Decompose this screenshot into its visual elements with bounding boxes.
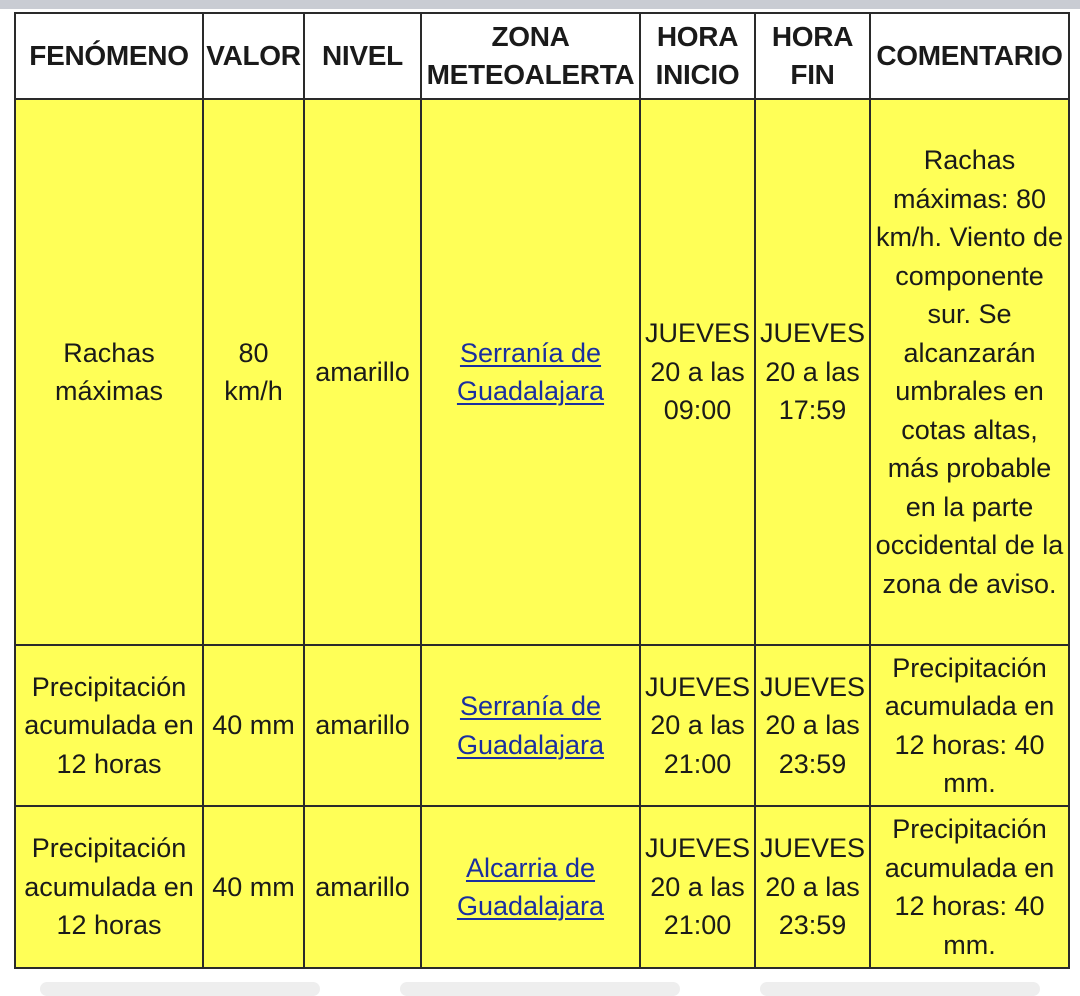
cell-hora-inicio: JUEVES 20 a las 21:00	[640, 806, 755, 968]
cell-fenomeno: Precipitación acumulada en 12 horas	[15, 645, 203, 806]
cell-fenomeno: Rachas máximas	[15, 99, 203, 645]
header-zona: ZONA METEOALERTA	[421, 13, 640, 99]
cell-comentario: Precipitación acumulada en 12 horas: 40 mm.	[870, 645, 1069, 806]
bottom-edge-shape	[400, 982, 680, 996]
zone-link[interactable]: Serranía de Guadalajara	[456, 691, 605, 760]
cell-valor: 40 mm	[203, 645, 304, 806]
cell-nivel: amarillo	[304, 99, 421, 645]
cell-nivel: amarillo	[304, 806, 421, 968]
zone-link[interactable]: Alcarria de Guadalajara	[456, 852, 605, 921]
table-row	[15, 806, 1069, 968]
table-row	[15, 99, 1069, 645]
header-hora-fin: HORA FIN	[755, 13, 870, 99]
header-fenomeno: FENÓMENO	[15, 13, 203, 99]
cell-zona	[421, 806, 640, 968]
table-row	[15, 645, 1069, 806]
cell-nivel: amarillo	[304, 645, 421, 806]
weather-alerts-table	[14, 12, 1070, 969]
bottom-edge-shape	[760, 982, 1040, 996]
cell-comentario: Rachas máximas: 80 km/h. Viento de componente sur. Se alcanzarán umbrales en cotas altas, más probable en la parte occidental de la zona de aviso.	[870, 99, 1069, 645]
header-nivel: NIVEL	[304, 13, 421, 99]
cell-zona	[421, 99, 640, 645]
cell-comentario: Precipitación acumulada en 12 horas: 40 mm.	[870, 806, 1069, 968]
header-hora-inicio: HORA INICIO	[640, 13, 755, 99]
cell-hora-fin: JUEVES 20 a las 17:59	[755, 99, 870, 645]
header-comentario: COMENTARIO	[870, 13, 1069, 99]
cell-hora-inicio: JUEVES 20 a las 09:00	[640, 99, 755, 645]
zone-link[interactable]: Serranía de Guadalajara	[456, 337, 605, 406]
table-header-row	[15, 13, 1069, 99]
bottom-edge-shape	[40, 982, 320, 996]
header-valor: VALOR	[203, 13, 304, 99]
cell-valor: 40 mm	[203, 806, 304, 968]
cell-fenomeno: Precipitación acumulada en 12 horas	[15, 806, 203, 968]
top-status-strip	[0, 0, 1080, 9]
cell-zona	[421, 645, 640, 806]
cell-hora-fin: JUEVES 20 a las 23:59	[755, 806, 870, 968]
cell-hora-inicio: JUEVES 20 a las 21:00	[640, 645, 755, 806]
cell-valor: 80 km/h	[203, 99, 304, 645]
cell-hora-fin: JUEVES 20 a las 23:59	[755, 645, 870, 806]
